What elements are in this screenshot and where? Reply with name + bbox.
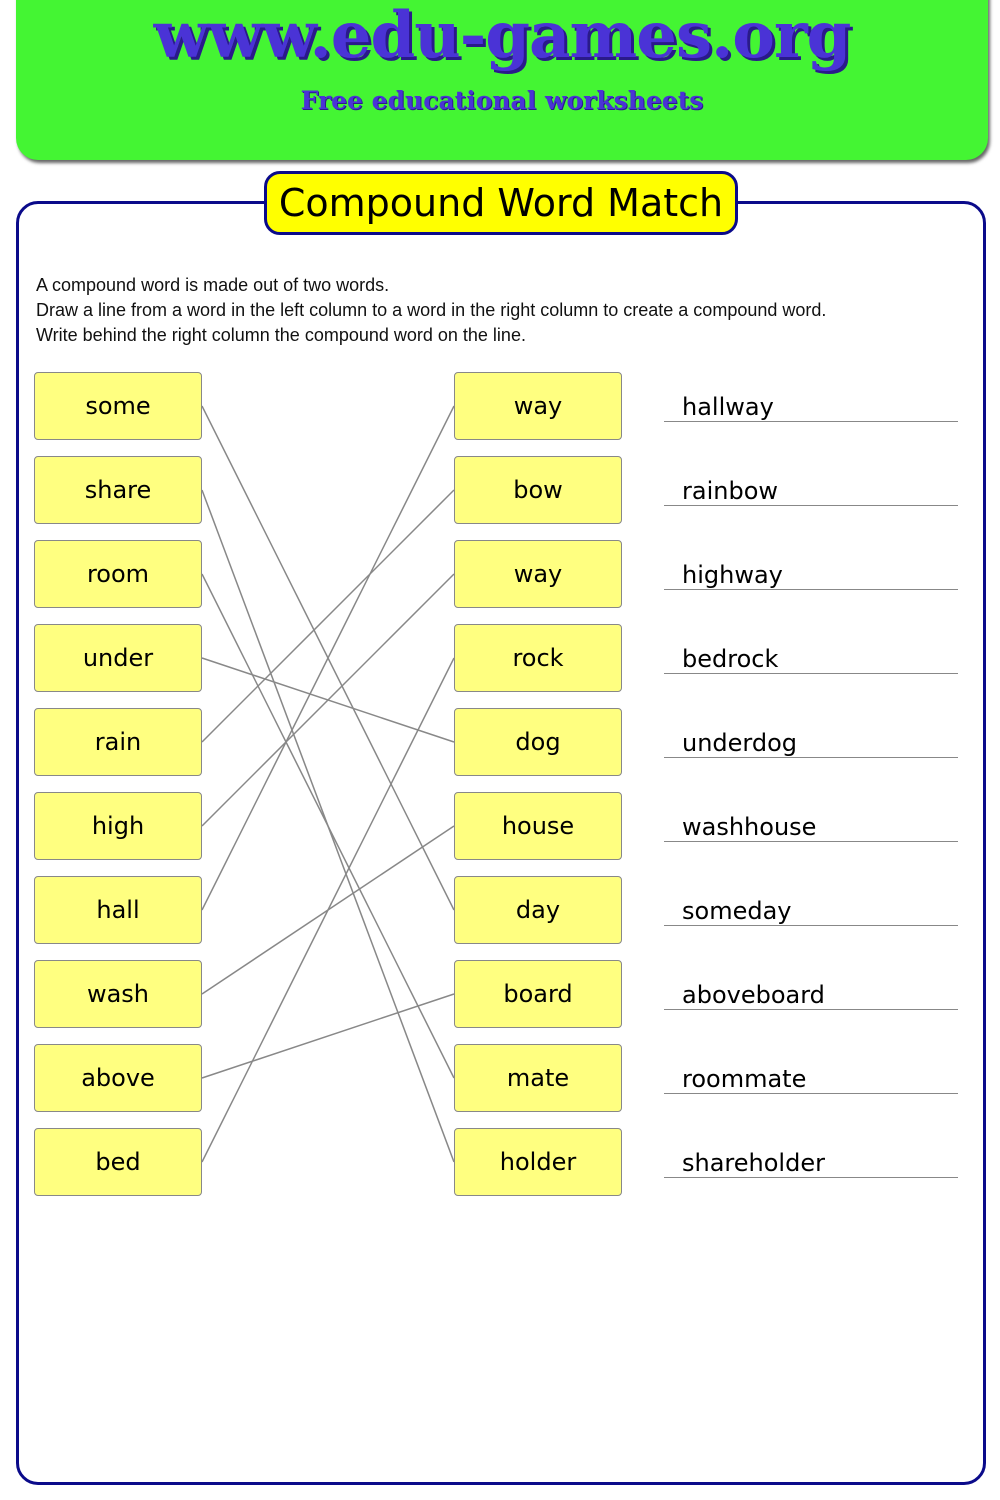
instruction-line: Draw a line from a word in the left column to a word in the right column to create a compound word. — [36, 300, 827, 320]
left-word-box[interactable]: hall — [34, 876, 202, 944]
right-word-box[interactable]: house — [454, 792, 622, 860]
instruction-line: A compound word is made out of two words. — [36, 275, 390, 295]
right-word-box[interactable]: dog — [454, 708, 622, 776]
answer-text: shareholder — [682, 1149, 825, 1177]
answer-text: aboveboard — [682, 981, 825, 1009]
site-tagline: Free educational worksheets — [300, 86, 704, 115]
instruction-line: Write behind the right column the compound word on the line. — [36, 325, 526, 345]
answer-line[interactable] — [664, 807, 958, 842]
left-word-box[interactable]: share — [34, 456, 202, 524]
right-word-box[interactable]: bow — [454, 456, 622, 524]
left-word-box[interactable]: under — [34, 624, 202, 692]
answer-line[interactable] — [664, 975, 958, 1010]
answer-text: washhouse — [682, 813, 817, 841]
right-word-box[interactable]: board — [454, 960, 622, 1028]
left-word-box[interactable]: wash — [34, 960, 202, 1028]
answer-line[interactable] — [664, 555, 958, 590]
answer-line[interactable] — [664, 639, 958, 674]
match-line — [202, 994, 454, 1078]
answer-text: underdog — [682, 729, 798, 757]
left-word-box[interactable]: room — [34, 540, 202, 608]
answer-line[interactable] — [664, 471, 958, 506]
right-word-box[interactable]: way — [454, 372, 622, 440]
right-word-box[interactable]: rock — [454, 624, 622, 692]
answer-text: someday — [682, 897, 792, 925]
match-line — [202, 574, 454, 1078]
left-word-box[interactable]: bed — [34, 1128, 202, 1196]
answer-text: hallway — [682, 393, 774, 421]
answer-line[interactable] — [664, 891, 958, 926]
answer-line[interactable] — [664, 723, 958, 758]
answer-line[interactable] — [664, 387, 958, 422]
right-word-box[interactable]: way — [454, 540, 622, 608]
answer-text: bedrock — [682, 645, 779, 673]
site-logo[interactable]: www.edu-games.org — [153, 0, 851, 73]
match-line — [202, 574, 454, 826]
answer-text: roommate — [682, 1065, 807, 1093]
right-word-box[interactable]: mate — [454, 1044, 622, 1112]
answer-text: rainbow — [682, 477, 778, 505]
left-word-box[interactable]: some — [34, 372, 202, 440]
answer-text: highway — [682, 561, 783, 589]
answer-line[interactable] — [664, 1059, 958, 1094]
left-word-box[interactable]: high — [34, 792, 202, 860]
left-word-box[interactable]: rain — [34, 708, 202, 776]
match-line — [202, 490, 454, 742]
answer-line[interactable] — [664, 1143, 958, 1178]
right-word-box[interactable]: holder — [454, 1128, 622, 1196]
match-line — [202, 658, 454, 1162]
right-word-box[interactable]: day — [454, 876, 622, 944]
left-word-box[interactable]: above — [34, 1044, 202, 1112]
worksheet-title: Compound Word Match — [264, 171, 738, 235]
